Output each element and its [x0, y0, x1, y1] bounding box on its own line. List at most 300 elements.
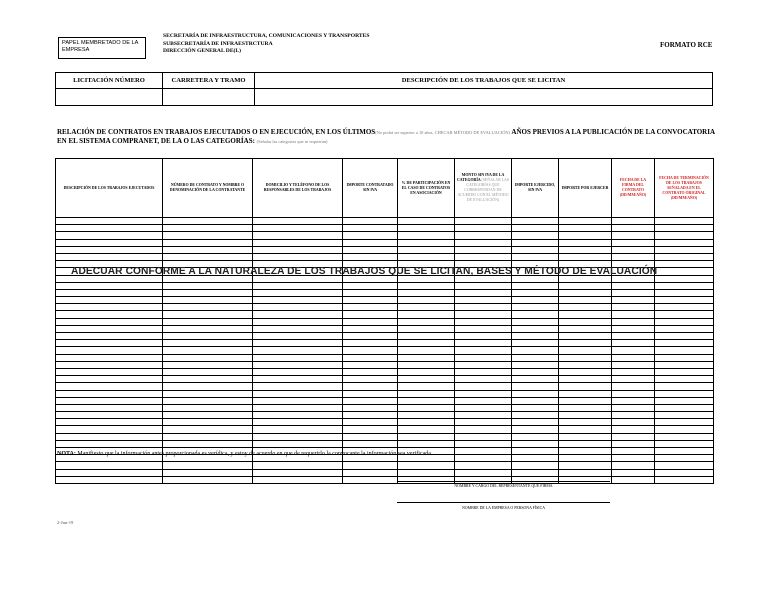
table-cell[interactable] — [559, 225, 612, 232]
table-cell[interactable] — [163, 462, 253, 469]
table-cell[interactable] — [512, 448, 559, 455]
table-cell[interactable] — [163, 347, 253, 354]
table-cell[interactable] — [655, 397, 714, 404]
table-cell[interactable] — [455, 325, 512, 332]
table-cell[interactable] — [56, 383, 163, 390]
table-cell[interactable] — [56, 304, 163, 311]
table-cell[interactable] — [253, 419, 343, 426]
table-cell[interactable] — [455, 318, 512, 325]
table-cell[interactable] — [398, 397, 455, 404]
table-cell[interactable] — [612, 225, 655, 232]
table-cell[interactable] — [253, 289, 343, 296]
table-cell[interactable] — [455, 253, 512, 260]
table-cell[interactable] — [455, 239, 512, 246]
table-cell[interactable] — [398, 225, 455, 232]
table-cell[interactable] — [455, 218, 512, 225]
table-cell[interactable] — [455, 304, 512, 311]
table-cell[interactable] — [612, 289, 655, 296]
table-cell[interactable] — [512, 476, 559, 483]
table-cell[interactable] — [56, 469, 163, 476]
table-cell[interactable] — [559, 361, 612, 368]
table-cell[interactable] — [56, 239, 163, 246]
table-cell[interactable] — [398, 440, 455, 447]
table-cell[interactable] — [455, 340, 512, 347]
table-cell[interactable] — [398, 297, 455, 304]
table-cell[interactable] — [343, 412, 398, 419]
table-cell[interactable] — [655, 469, 714, 476]
table-cell[interactable] — [455, 347, 512, 354]
table-cell[interactable] — [455, 225, 512, 232]
table-cell[interactable] — [612, 476, 655, 483]
table-cell[interactable] — [163, 218, 253, 225]
table-cell[interactable] — [559, 354, 612, 361]
table-cell[interactable] — [559, 340, 612, 347]
table-cell[interactable] — [343, 361, 398, 368]
table-cell[interactable] — [253, 225, 343, 232]
table-cell[interactable] — [455, 440, 512, 447]
table-cell[interactable] — [612, 282, 655, 289]
table-cell[interactable] — [512, 433, 559, 440]
table-cell[interactable] — [655, 440, 714, 447]
table-cell[interactable] — [612, 368, 655, 375]
table-cell[interactable] — [655, 268, 714, 275]
table-cell[interactable] — [512, 218, 559, 225]
table-cell[interactable] — [343, 476, 398, 483]
table-cell[interactable] — [343, 311, 398, 318]
table-cell[interactable] — [163, 311, 253, 318]
table-cell[interactable] — [455, 412, 512, 419]
table-cell[interactable] — [655, 462, 714, 469]
table-cell[interactable] — [343, 433, 398, 440]
table-cell[interactable] — [655, 304, 714, 311]
table-cell[interactable] — [253, 282, 343, 289]
table-cell[interactable] — [163, 289, 253, 296]
table-cell[interactable] — [163, 239, 253, 246]
table-cell[interactable] — [398, 404, 455, 411]
table-cell[interactable] — [343, 376, 398, 383]
table-cell[interactable] — [559, 426, 612, 433]
table-cell[interactable] — [163, 225, 253, 232]
table-cell[interactable] — [559, 462, 612, 469]
table-cell[interactable] — [612, 304, 655, 311]
table-cell[interactable] — [655, 354, 714, 361]
table-cell[interactable] — [398, 354, 455, 361]
table-cell[interactable] — [253, 333, 343, 340]
table-cell[interactable] — [163, 419, 253, 426]
table-cell[interactable] — [655, 340, 714, 347]
table-cell[interactable] — [163, 476, 253, 483]
table-cell[interactable] — [398, 304, 455, 311]
table-cell[interactable] — [56, 412, 163, 419]
table-cell[interactable] — [612, 383, 655, 390]
table-cell[interactable] — [512, 404, 559, 411]
table-cell[interactable] — [612, 340, 655, 347]
table-cell[interactable] — [512, 390, 559, 397]
table-cell[interactable] — [398, 232, 455, 239]
table-cell[interactable] — [163, 383, 253, 390]
table-cell[interactable] — [253, 476, 343, 483]
table-cell[interactable] — [343, 325, 398, 332]
table-cell[interactable] — [343, 225, 398, 232]
table-cell[interactable] — [253, 404, 343, 411]
table-cell[interactable] — [559, 419, 612, 426]
table-cell[interactable] — [163, 404, 253, 411]
table-cell[interactable] — [253, 376, 343, 383]
table-cell[interactable] — [343, 440, 398, 447]
table-cell[interactable] — [398, 289, 455, 296]
table-cell[interactable] — [398, 239, 455, 246]
table-cell[interactable] — [253, 347, 343, 354]
table-cell[interactable] — [56, 361, 163, 368]
table-cell[interactable] — [612, 462, 655, 469]
table-cell[interactable] — [655, 239, 714, 246]
table-cell[interactable] — [612, 311, 655, 318]
table-cell[interactable] — [559, 448, 612, 455]
table-cell[interactable] — [612, 354, 655, 361]
table-cell[interactable] — [163, 440, 253, 447]
table-cell[interactable] — [56, 404, 163, 411]
table-cell[interactable] — [253, 469, 343, 476]
table-cell[interactable] — [253, 361, 343, 368]
table-cell[interactable] — [343, 404, 398, 411]
table-cell[interactable] — [655, 218, 714, 225]
table-cell[interactable] — [56, 419, 163, 426]
table-cell[interactable] — [56, 376, 163, 383]
table-cell[interactable] — [612, 404, 655, 411]
table-cell[interactable] — [253, 390, 343, 397]
table-cell[interactable] — [512, 440, 559, 447]
table-cell[interactable] — [398, 325, 455, 332]
table-cell[interactable] — [56, 354, 163, 361]
table-cell[interactable] — [512, 455, 559, 462]
table-cell[interactable] — [253, 433, 343, 440]
table-cell[interactable] — [612, 448, 655, 455]
table-cell[interactable] — [655, 275, 714, 282]
table-cell[interactable] — [512, 347, 559, 354]
table-cell[interactable] — [612, 455, 655, 462]
table-cell[interactable] — [398, 340, 455, 347]
table-cell[interactable] — [398, 282, 455, 289]
table-cell[interactable] — [253, 297, 343, 304]
table-cell[interactable] — [612, 376, 655, 383]
table-cell[interactable] — [343, 397, 398, 404]
table-cell[interactable] — [253, 232, 343, 239]
table-cell[interactable] — [455, 333, 512, 340]
table-cell[interactable] — [512, 297, 559, 304]
table-cell[interactable] — [455, 354, 512, 361]
table-cell[interactable] — [163, 390, 253, 397]
table-cell[interactable] — [455, 289, 512, 296]
table-cell[interactable] — [655, 448, 714, 455]
table-cell[interactable] — [455, 419, 512, 426]
table-cell[interactable] — [655, 419, 714, 426]
table-cell[interactable] — [612, 426, 655, 433]
table-cell[interactable] — [612, 361, 655, 368]
table-cell[interactable] — [253, 304, 343, 311]
table-cell[interactable] — [253, 253, 343, 260]
table-cell[interactable] — [56, 318, 163, 325]
table-cell[interactable] — [455, 311, 512, 318]
table-cell[interactable] — [512, 253, 559, 260]
table-cell[interactable] — [655, 297, 714, 304]
table-cell[interactable] — [56, 246, 163, 253]
table-cell[interactable] — [455, 426, 512, 433]
table-cell[interactable] — [398, 246, 455, 253]
table-cell[interactable] — [56, 289, 163, 296]
table-cell[interactable] — [612, 397, 655, 404]
table-cell[interactable] — [398, 433, 455, 440]
table-cell[interactable] — [455, 282, 512, 289]
table-cell[interactable] — [612, 218, 655, 225]
table-cell[interactable] — [455, 232, 512, 239]
table-cell[interactable] — [253, 325, 343, 332]
table-cell[interactable] — [398, 347, 455, 354]
table-cell[interactable] — [512, 340, 559, 347]
table-cell[interactable] — [612, 419, 655, 426]
table-cell[interactable] — [163, 426, 253, 433]
table-cell[interactable] — [56, 253, 163, 260]
table-cell[interactable] — [559, 476, 612, 483]
table-cell[interactable] — [512, 318, 559, 325]
table-cell[interactable] — [655, 261, 714, 268]
table-cell[interactable] — [398, 333, 455, 340]
table-cell[interactable] — [512, 232, 559, 239]
table-cell[interactable] — [655, 325, 714, 332]
table-cell[interactable] — [559, 440, 612, 447]
table-cell[interactable] — [343, 297, 398, 304]
table-cell[interactable] — [559, 412, 612, 419]
table-cell[interactable] — [559, 253, 612, 260]
table-cell[interactable] — [612, 433, 655, 440]
table-cell[interactable] — [512, 383, 559, 390]
table-cell[interactable] — [655, 376, 714, 383]
table-cell[interactable] — [163, 433, 253, 440]
table-cell[interactable] — [163, 368, 253, 375]
table-cell[interactable] — [56, 476, 163, 483]
table-cell[interactable] — [163, 397, 253, 404]
table-cell[interactable] — [343, 426, 398, 433]
table-cell[interactable] — [655, 426, 714, 433]
table-cell[interactable] — [343, 289, 398, 296]
table-cell[interactable] — [343, 282, 398, 289]
table-cell[interactable] — [559, 246, 612, 253]
table-cell[interactable] — [559, 368, 612, 375]
table-cell[interactable] — [253, 440, 343, 447]
table-cell[interactable] — [253, 462, 343, 469]
table-cell[interactable] — [343, 253, 398, 260]
table-cell[interactable] — [398, 383, 455, 390]
table-cell[interactable] — [512, 368, 559, 375]
table-cell[interactable] — [343, 304, 398, 311]
table-cell[interactable] — [398, 361, 455, 368]
table-cell[interactable] — [56, 397, 163, 404]
table-cell[interactable] — [398, 368, 455, 375]
table-cell[interactable] — [559, 304, 612, 311]
table-cell[interactable] — [559, 455, 612, 462]
table-cell[interactable] — [163, 304, 253, 311]
table-cell[interactable] — [56, 297, 163, 304]
table-cell[interactable] — [56, 347, 163, 354]
table-cell[interactable] — [455, 376, 512, 383]
table-cell[interactable] — [343, 318, 398, 325]
table-cell[interactable] — [455, 476, 512, 483]
table-cell[interactable] — [559, 383, 612, 390]
table-cell[interactable] — [559, 311, 612, 318]
table-cell[interactable] — [655, 476, 714, 483]
table-cell[interactable] — [512, 239, 559, 246]
table-cell[interactable] — [455, 383, 512, 390]
table-cell[interactable] — [612, 253, 655, 260]
table-cell[interactable] — [56, 426, 163, 433]
table-cell[interactable] — [343, 469, 398, 476]
table-cell[interactable] — [455, 297, 512, 304]
table-cell[interactable] — [512, 333, 559, 340]
table-cell[interactable] — [343, 340, 398, 347]
table-cell[interactable] — [655, 311, 714, 318]
table-cell[interactable] — [343, 246, 398, 253]
table-cell[interactable] — [253, 412, 343, 419]
table-cell[interactable] — [398, 476, 455, 483]
table-cell[interactable] — [612, 318, 655, 325]
licitacion-number-cell[interactable] — [56, 89, 163, 106]
table-cell[interactable] — [612, 469, 655, 476]
table-cell[interactable] — [398, 218, 455, 225]
table-cell[interactable] — [455, 448, 512, 455]
table-cell[interactable] — [56, 232, 163, 239]
table-cell[interactable] — [512, 246, 559, 253]
table-cell[interactable] — [163, 469, 253, 476]
table-cell[interactable] — [343, 354, 398, 361]
table-cell[interactable] — [455, 462, 512, 469]
table-cell[interactable] — [612, 333, 655, 340]
table-cell[interactable] — [455, 455, 512, 462]
table-cell[interactable] — [559, 333, 612, 340]
table-cell[interactable] — [163, 325, 253, 332]
table-cell[interactable] — [253, 246, 343, 253]
table-cell[interactable] — [612, 440, 655, 447]
table-cell[interactable] — [512, 282, 559, 289]
table-cell[interactable] — [398, 311, 455, 318]
table-cell[interactable] — [612, 239, 655, 246]
table-cell[interactable] — [56, 282, 163, 289]
table-cell[interactable] — [559, 433, 612, 440]
table-cell[interactable] — [56, 368, 163, 375]
table-cell[interactable] — [398, 318, 455, 325]
table-cell[interactable] — [655, 289, 714, 296]
table-cell[interactable] — [163, 232, 253, 239]
table-cell[interactable] — [655, 368, 714, 375]
table-cell[interactable] — [56, 433, 163, 440]
table-cell[interactable] — [655, 333, 714, 340]
table-cell[interactable] — [455, 361, 512, 368]
table-cell[interactable] — [655, 232, 714, 239]
table-cell[interactable] — [398, 462, 455, 469]
table-cell[interactable] — [253, 311, 343, 318]
table-cell[interactable] — [559, 325, 612, 332]
table-cell[interactable] — [612, 412, 655, 419]
table-cell[interactable] — [512, 361, 559, 368]
table-cell[interactable] — [559, 404, 612, 411]
road-section-cell[interactable] — [163, 89, 255, 106]
table-cell[interactable] — [512, 397, 559, 404]
table-cell[interactable] — [612, 347, 655, 354]
table-cell[interactable] — [455, 397, 512, 404]
table-cell[interactable] — [455, 390, 512, 397]
table-cell[interactable] — [253, 426, 343, 433]
table-cell[interactable] — [163, 340, 253, 347]
table-cell[interactable] — [343, 218, 398, 225]
table-cell[interactable] — [56, 440, 163, 447]
table-cell[interactable] — [163, 354, 253, 361]
table-cell[interactable] — [343, 462, 398, 469]
table-cell[interactable] — [655, 318, 714, 325]
table-cell[interactable] — [559, 282, 612, 289]
table-cell[interactable] — [398, 469, 455, 476]
table-cell[interactable] — [655, 253, 714, 260]
table-cell[interactable] — [512, 311, 559, 318]
table-cell[interactable] — [655, 383, 714, 390]
table-cell[interactable] — [343, 368, 398, 375]
table-cell[interactable] — [343, 390, 398, 397]
table-cell[interactable] — [56, 311, 163, 318]
table-cell[interactable] — [612, 297, 655, 304]
works-description-cell[interactable] — [255, 89, 713, 106]
table-cell[interactable] — [343, 239, 398, 246]
table-cell[interactable] — [253, 318, 343, 325]
table-cell[interactable] — [612, 325, 655, 332]
table-cell[interactable] — [512, 354, 559, 361]
table-cell[interactable] — [398, 390, 455, 397]
table-cell[interactable] — [512, 304, 559, 311]
table-cell[interactable] — [163, 333, 253, 340]
table-cell[interactable] — [559, 376, 612, 383]
table-cell[interactable] — [655, 361, 714, 368]
table-cell[interactable] — [56, 340, 163, 347]
table-cell[interactable] — [163, 376, 253, 383]
table-cell[interactable] — [343, 419, 398, 426]
table-cell[interactable] — [163, 246, 253, 253]
table-cell[interactable] — [559, 289, 612, 296]
table-cell[interactable] — [253, 340, 343, 347]
table-cell[interactable] — [559, 232, 612, 239]
table-cell[interactable] — [253, 239, 343, 246]
table-cell[interactable] — [56, 333, 163, 340]
table-cell[interactable] — [559, 390, 612, 397]
table-cell[interactable] — [655, 282, 714, 289]
table-cell[interactable] — [655, 225, 714, 232]
table-cell[interactable] — [343, 347, 398, 354]
table-cell[interactable] — [56, 462, 163, 469]
table-cell[interactable] — [655, 455, 714, 462]
table-cell[interactable] — [512, 426, 559, 433]
table-cell[interactable] — [559, 469, 612, 476]
table-cell[interactable] — [56, 225, 163, 232]
table-cell[interactable] — [655, 390, 714, 397]
table-cell[interactable] — [612, 232, 655, 239]
table-cell[interactable] — [559, 397, 612, 404]
table-cell[interactable] — [253, 397, 343, 404]
table-cell[interactable] — [253, 383, 343, 390]
table-cell[interactable] — [56, 390, 163, 397]
table-cell[interactable] — [343, 232, 398, 239]
table-cell[interactable] — [559, 318, 612, 325]
table-cell[interactable] — [398, 419, 455, 426]
table-cell[interactable] — [655, 433, 714, 440]
table-cell[interactable] — [512, 376, 559, 383]
table-cell[interactable] — [612, 390, 655, 397]
table-cell[interactable] — [512, 412, 559, 419]
table-cell[interactable] — [455, 469, 512, 476]
